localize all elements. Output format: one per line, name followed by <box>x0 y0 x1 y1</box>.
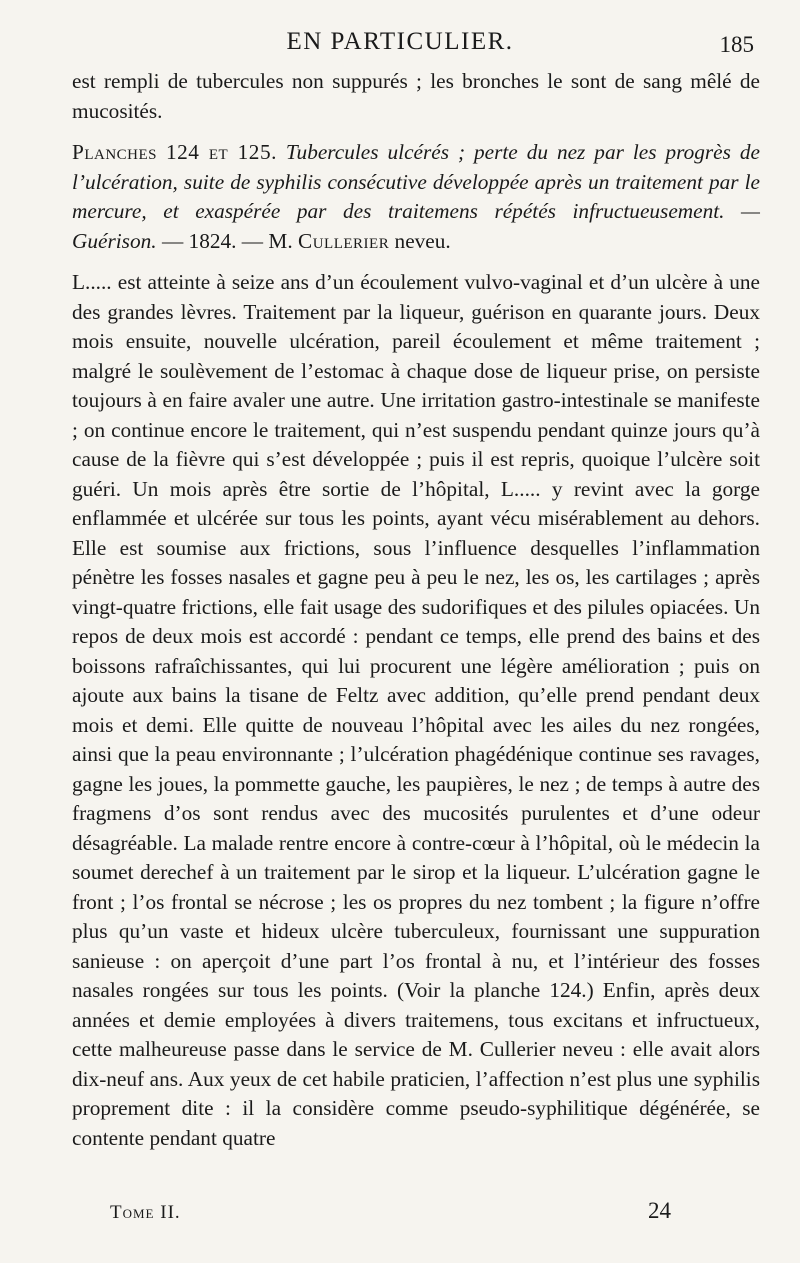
plates-numbers: 124 et 125. <box>165 140 277 164</box>
body-text <box>72 67 760 1153</box>
page-number: 185 <box>719 32 754 57</box>
plates-description: Tubercules ulcérés ; perte du nez par les progrès de l’ulcération, suite de syphilis consécutive développée après un traitement par le mercure, et exaspérée par des traitemens répétés infructueusement. — Guérison. <box>72 140 760 253</box>
case-paragraph: L..... est atteinte à seize ans d’un écoulement vulvo-vaginal et d’un ulcère à une des grandes lèvres. Traitement par la liqueur, guérison en quarante jours. Deux mois ensuite, nouvelle ulcération, pareil écoulement et même traitement ; malgré le soulèvement de l’estomac à chaque dose de liqueur prise, on persiste toujours à en faire avaler une autre. Une irritation gastro-intestinale se manifeste ; on continue encore le traitement, qui n’est suspendu pendant quinze jours qu’à cause de la fièvre qui s’est développée ; puis il est repris, quoique l’ulcère soit guéri. Un mois après être sortie de l’hôpital, L..... y revint avec la gorge enflammée et ulcérée sur tous les points, ayant vécu misérablement au dehors. Elle est soumise aux frictions, sous l’influence desquelles l’inflammation pénètre les fosses nasales et gagne peu à peu le nez, les os, les cartilages ; après vingt-quatre frictions, elle fait usage des sudorifiques et des pilules opiacées. Un repos de deux mois est accordé : pendant ce temps, elle prend des bains et des boissons rafraîchissantes, qui lui procurent une légère amélioration ; puis on ajoute aux bains la tisane de Feltz avec addition, qu’elle prend pendant deux mois et demi. Elle quitte de nouveau l’hôpital avec les ailes du nez rongées, ainsi que la peau environnante ; l’ulcération phagédénique continue ses ravages, gagne les joues, la pommette gauche, les paupières, le nez ; de temps à autre des fragmens d’os sont rendus avec des mucosités purulentes et d’une odeur désagréable. La malade rentre encore à contre-cœur à l’hôpital, où le médecin la soumet derechef à un traitement par le sirop et la liqueur. L’ulcération gagne le front ; l’os frontal se nécrose ; les os propres du nez tombent ; la figure n’offre plus qu’un vaste et hideux ulcère tuberculeux, fournissant une suppuration sanieuse : on aperçoit d’une part l’os frontal à nu, et l’intérieur des fosses nasales rongées sur tous les points. (Voir la planche 124.) Enfin, après deux années et demie employées à divers traitemens, tous excitans et infructueux, cette malheureuse passe dans le service de M. Cullerier neveu : elle avait alors dix-neuf ans. Aux yeux de cet habile praticien, l’affection n’est plus une syphilis proprement dite : il la considère comme pseudo-syphilitique dégénérée, se contente pendant quatre <box>72 270 760 1150</box>
running-title: EN PARTICULIER. <box>286 28 514 55</box>
tome-label: Tome II. <box>110 1202 181 1223</box>
plates-year: — 1824. — M. <box>161 228 293 253</box>
plates-author-suffix: neveu. <box>394 228 451 253</box>
paragraph-continued: est rempli de tubercules non suppurés ; les bronches le sont de sang mêlé de mucosités. <box>72 69 760 123</box>
signature-mark: 24 <box>648 1198 671 1223</box>
plates-author: Cullerier <box>298 228 390 253</box>
running-head <box>0 28 800 58</box>
plates-caption <box>72 138 760 256</box>
plates-label: Planches <box>72 140 158 164</box>
page-footer <box>0 1198 800 1232</box>
